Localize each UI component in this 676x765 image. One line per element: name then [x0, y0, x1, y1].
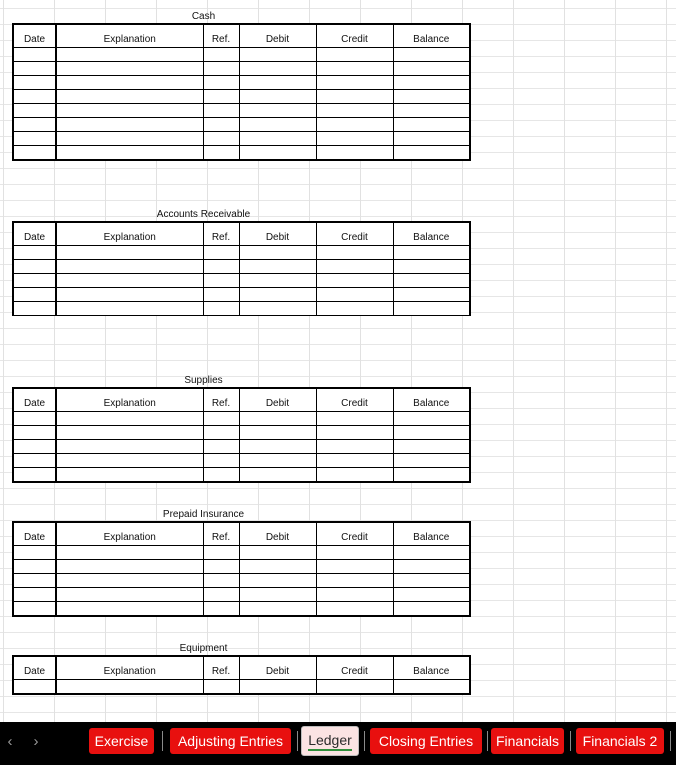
tab-divider — [487, 731, 488, 751]
column-header-explanation[interactable]: Explanation — [56, 388, 203, 412]
cell-credit[interactable] — [316, 560, 393, 574]
column-header-credit[interactable]: Credit — [316, 24, 393, 48]
cell-credit[interactable] — [316, 104, 393, 118]
cell-date[interactable] — [13, 90, 56, 104]
tab-closing-entries[interactable] — [370, 728, 482, 754]
cell-balance[interactable] — [393, 588, 470, 602]
tab-financials[interactable] — [491, 728, 564, 754]
column-header-ref[interactable]: Ref. — [203, 388, 239, 412]
cell-debit[interactable] — [239, 588, 316, 602]
cell-date[interactable] — [13, 412, 56, 426]
cell-debit[interactable] — [239, 302, 316, 316]
cell-credit[interactable] — [316, 288, 393, 302]
ledger-entry-row — [13, 426, 470, 440]
cell-credit[interactable] — [316, 146, 393, 161]
ledger-title: Prepaid Insurance — [162, 509, 245, 520]
column-header-date[interactable]: Date — [13, 24, 56, 48]
cell-balance[interactable] — [393, 90, 470, 104]
column-header-date[interactable]: Date — [13, 656, 56, 680]
ledger-title: Cash — [191, 11, 216, 22]
cell-ref[interactable] — [203, 118, 239, 132]
column-header-explanation[interactable]: Explanation — [56, 24, 203, 48]
cell-debit[interactable] — [239, 288, 316, 302]
cell-balance[interactable] — [393, 412, 470, 426]
cell-debit[interactable] — [239, 104, 316, 118]
cell-balance[interactable] — [393, 302, 470, 316]
column-header-debit[interactable]: Debit — [239, 522, 316, 546]
cell-credit[interactable] — [316, 118, 393, 132]
column-header-ref[interactable]: Ref. — [203, 222, 239, 246]
cell-balance[interactable] — [393, 440, 470, 454]
ledger-entry-row — [13, 90, 470, 104]
cell-credit[interactable] — [316, 62, 393, 76]
cell-debit[interactable] — [239, 426, 316, 440]
cell-credit[interactable] — [316, 588, 393, 602]
cell-explanation[interactable] — [56, 440, 203, 454]
cell-date[interactable] — [13, 260, 56, 274]
cell-date[interactable] — [13, 546, 56, 560]
cell-date[interactable] — [13, 132, 56, 146]
tab-divider — [162, 731, 163, 751]
cell-debit[interactable] — [239, 468, 316, 483]
cell-balance[interactable] — [393, 104, 470, 118]
column-header-debit[interactable]: Debit — [239, 656, 316, 680]
ledger-table[interactable] — [12, 521, 471, 617]
column-header-ref[interactable]: Ref. — [203, 656, 239, 680]
tab-label: Financials — [495, 733, 560, 749]
cell-debit[interactable] — [239, 412, 316, 426]
next-sheet-icon[interactable]: › — [33, 733, 39, 750]
cell-debit[interactable] — [239, 246, 316, 260]
cell-date[interactable] — [13, 62, 56, 76]
cell-debit[interactable] — [239, 118, 316, 132]
cell-date[interactable] — [13, 246, 56, 260]
cell-ref[interactable] — [203, 602, 239, 617]
cell-balance[interactable] — [393, 602, 470, 617]
cell-date[interactable] — [13, 274, 56, 288]
cell-debit[interactable] — [239, 440, 316, 454]
cell-debit[interactable] — [239, 274, 316, 288]
cell-ref[interactable] — [203, 274, 239, 288]
ledger-entry-row — [13, 246, 470, 260]
ledger-entry-row — [13, 454, 470, 468]
cell-debit[interactable] — [239, 560, 316, 574]
tab-exercise[interactable] — [89, 728, 154, 754]
column-header-balance[interactable]: Balance — [393, 24, 470, 48]
cell-date[interactable] — [13, 104, 56, 118]
ledger-entry-row — [13, 468, 470, 483]
ledger-table[interactable] — [12, 655, 471, 695]
ledger-header-row — [13, 388, 470, 412]
column-header-credit[interactable]: Credit — [316, 656, 393, 680]
cell-date[interactable] — [13, 118, 56, 132]
ledger-table[interactable] — [12, 221, 471, 316]
tab-divider — [570, 731, 571, 751]
cell-date[interactable] — [13, 468, 56, 483]
tab-adjusting-entries[interactable] — [170, 728, 291, 754]
tab-divider — [670, 731, 671, 751]
cell-balance[interactable] — [393, 680, 470, 695]
cell-date[interactable] — [13, 288, 56, 302]
ledger-entry-row — [13, 546, 470, 560]
ledger-entry-row — [13, 62, 470, 76]
ledger-entry-row — [13, 588, 470, 602]
cell-explanation[interactable] — [56, 76, 203, 90]
cell-balance[interactable] — [393, 454, 470, 468]
ledger-entry-row — [13, 302, 470, 316]
tab-ledger[interactable] — [301, 726, 359, 756]
column-header-debit[interactable]: Debit — [239, 222, 316, 246]
cell-credit[interactable] — [316, 302, 393, 316]
column-header-balance[interactable]: Balance — [393, 222, 470, 246]
cell-balance[interactable] — [393, 48, 470, 62]
ledger-entry-row — [13, 48, 470, 62]
column-header-credit[interactable]: Credit — [316, 522, 393, 546]
column-header-date[interactable]: Date — [13, 522, 56, 546]
cell-date[interactable] — [13, 48, 56, 62]
cell-ref[interactable] — [203, 454, 239, 468]
column-header-debit[interactable]: Debit — [239, 388, 316, 412]
ledger-entry-row — [13, 118, 470, 132]
cell-explanation[interactable] — [56, 680, 203, 695]
cell-credit[interactable] — [316, 680, 393, 695]
cell-credit[interactable] — [316, 440, 393, 454]
cell-credit[interactable] — [316, 546, 393, 560]
cell-ref[interactable] — [203, 588, 239, 602]
cell-explanation[interactable] — [56, 602, 203, 617]
ledger-entry-row — [13, 288, 470, 302]
ledger-table[interactable] — [12, 387, 471, 483]
cell-balance[interactable] — [393, 560, 470, 574]
prev-sheet-icon[interactable]: ‹ — [7, 733, 13, 750]
cell-debit[interactable] — [239, 454, 316, 468]
cell-date[interactable] — [13, 440, 56, 454]
tab-financials-2[interactable] — [576, 728, 664, 754]
cell-debit[interactable] — [239, 76, 316, 90]
column-header-date[interactable]: Date — [13, 388, 56, 412]
cell-debit[interactable] — [239, 90, 316, 104]
cell-balance[interactable] — [393, 426, 470, 440]
ledger-entry-row — [13, 146, 470, 161]
cell-credit[interactable] — [316, 48, 393, 62]
cell-credit[interactable] — [316, 274, 393, 288]
column-header-ref[interactable]: Ref. — [203, 24, 239, 48]
ledger-entry-row — [13, 76, 470, 90]
column-header-date[interactable]: Date — [13, 222, 56, 246]
ledger-entry-row — [13, 574, 470, 588]
cell-explanation[interactable] — [56, 288, 203, 302]
cell-balance[interactable] — [393, 76, 470, 90]
cell-ref[interactable] — [203, 412, 239, 426]
column-header-ref[interactable]: Ref. — [203, 522, 239, 546]
cell-ref[interactable] — [203, 574, 239, 588]
cell-credit[interactable] — [316, 426, 393, 440]
column-header-explanation[interactable]: Explanation — [56, 222, 203, 246]
cell-explanation[interactable] — [56, 118, 203, 132]
cell-ref[interactable] — [203, 90, 239, 104]
cell-ref[interactable] — [203, 260, 239, 274]
cell-ref[interactable] — [203, 146, 239, 161]
cell-explanation[interactable] — [56, 90, 203, 104]
cell-date[interactable] — [13, 454, 56, 468]
cell-ref[interactable] — [203, 48, 239, 62]
tab-divider — [297, 731, 298, 751]
cell-explanation[interactable] — [56, 588, 203, 602]
cell-balance[interactable] — [393, 146, 470, 161]
cell-ref[interactable] — [203, 76, 239, 90]
cell-debit[interactable] — [239, 146, 316, 161]
cell-explanation[interactable] — [56, 426, 203, 440]
cell-debit[interactable] — [239, 132, 316, 146]
cell-credit[interactable] — [316, 90, 393, 104]
ledger-entry-row — [13, 440, 470, 454]
cell-explanation[interactable] — [56, 546, 203, 560]
cell-ref[interactable] — [203, 288, 239, 302]
cell-balance[interactable] — [393, 260, 470, 274]
cell-balance[interactable] — [393, 468, 470, 483]
tab-label: Adjusting Entries — [177, 733, 284, 749]
cell-balance[interactable] — [393, 274, 470, 288]
cell-credit[interactable] — [316, 76, 393, 90]
cell-explanation[interactable] — [56, 302, 203, 316]
column-header-explanation[interactable]: Explanation — [56, 656, 203, 680]
tab-label: Ledger — [308, 732, 352, 751]
cell-date[interactable] — [13, 680, 56, 695]
cell-date[interactable] — [13, 426, 56, 440]
cell-date[interactable] — [13, 302, 56, 316]
cell-explanation[interactable] — [56, 62, 203, 76]
column-header-balance[interactable]: Balance — [393, 656, 470, 680]
ledger-entry-row — [13, 560, 470, 574]
ledger-entry-row — [13, 602, 470, 617]
ledger-entry-row — [13, 412, 470, 426]
cell-debit[interactable] — [239, 260, 316, 274]
ledger-title: Accounts Receivable — [156, 209, 251, 220]
sheet-tab-bar — [0, 722, 676, 765]
cell-explanation[interactable] — [56, 260, 203, 274]
cell-explanation[interactable] — [56, 574, 203, 588]
cell-balance[interactable] — [393, 574, 470, 588]
cell-explanation[interactable] — [56, 454, 203, 468]
cell-credit[interactable] — [316, 260, 393, 274]
cell-date[interactable] — [13, 560, 56, 574]
cell-ref[interactable] — [203, 680, 239, 695]
cell-explanation[interactable] — [56, 560, 203, 574]
cell-ref[interactable] — [203, 132, 239, 146]
cell-date[interactable] — [13, 146, 56, 161]
ledger-table[interactable] — [12, 23, 471, 161]
ledger-header-row — [13, 24, 470, 48]
cell-date[interactable] — [13, 602, 56, 617]
column-header-credit[interactable]: Credit — [316, 388, 393, 412]
cell-balance[interactable] — [393, 246, 470, 260]
cell-ref[interactable] — [203, 468, 239, 483]
cell-credit[interactable] — [316, 574, 393, 588]
cell-debit[interactable] — [239, 574, 316, 588]
cell-explanation[interactable] — [56, 146, 203, 161]
cell-balance[interactable] — [393, 132, 470, 146]
ledger-title: Equipment — [179, 643, 228, 654]
cell-explanation[interactable] — [56, 48, 203, 62]
ledger-header-row — [13, 522, 470, 546]
cell-balance[interactable] — [393, 546, 470, 560]
tab-divider — [364, 731, 365, 751]
cell-explanation[interactable] — [56, 412, 203, 426]
ledger-header-row — [13, 656, 470, 680]
cell-debit[interactable] — [239, 62, 316, 76]
cell-ref[interactable] — [203, 546, 239, 560]
column-header-credit[interactable]: Credit — [316, 222, 393, 246]
cell-balance[interactable] — [393, 288, 470, 302]
cell-debit[interactable] — [239, 546, 316, 560]
cell-ref[interactable] — [203, 246, 239, 260]
cell-balance[interactable] — [393, 62, 470, 76]
cell-credit[interactable] — [316, 132, 393, 146]
ledger-header-row — [13, 222, 470, 246]
cell-credit[interactable] — [316, 468, 393, 483]
cell-date[interactable] — [13, 574, 56, 588]
column-header-balance[interactable]: Balance — [393, 522, 470, 546]
ledger-entry-row — [13, 132, 470, 146]
tab-label: Exercise — [94, 733, 149, 749]
cell-ref[interactable] — [203, 560, 239, 574]
cell-ref[interactable] — [203, 62, 239, 76]
cell-ref[interactable] — [203, 302, 239, 316]
column-header-balance[interactable]: Balance — [393, 388, 470, 412]
ledger-title: Supplies — [184, 375, 223, 386]
cell-credit[interactable] — [316, 602, 393, 617]
cell-date[interactable] — [13, 588, 56, 602]
cell-explanation[interactable] — [56, 132, 203, 146]
cell-credit[interactable] — [316, 246, 393, 260]
cell-explanation[interactable] — [56, 274, 203, 288]
ledger-entry-row — [13, 680, 470, 695]
cell-debit[interactable] — [239, 680, 316, 695]
cell-explanation[interactable] — [56, 468, 203, 483]
cell-debit[interactable] — [239, 602, 316, 617]
cell-ref[interactable] — [203, 104, 239, 118]
cell-explanation[interactable] — [56, 246, 203, 260]
column-header-debit[interactable]: Debit — [239, 24, 316, 48]
ledger-entry-row — [13, 104, 470, 118]
cell-explanation[interactable] — [56, 104, 203, 118]
cell-date[interactable] — [13, 76, 56, 90]
column-header-explanation[interactable]: Explanation — [56, 522, 203, 546]
cell-ref[interactable] — [203, 426, 239, 440]
cell-credit[interactable] — [316, 412, 393, 426]
tab-label: Financials 2 — [582, 733, 658, 749]
cell-credit[interactable] — [316, 454, 393, 468]
ledger-entry-row — [13, 274, 470, 288]
cell-debit[interactable] — [239, 48, 316, 62]
cell-ref[interactable] — [203, 440, 239, 454]
ledger-entry-row — [13, 260, 470, 274]
tab-label: Closing Entries — [378, 733, 474, 749]
cell-balance[interactable] — [393, 118, 470, 132]
